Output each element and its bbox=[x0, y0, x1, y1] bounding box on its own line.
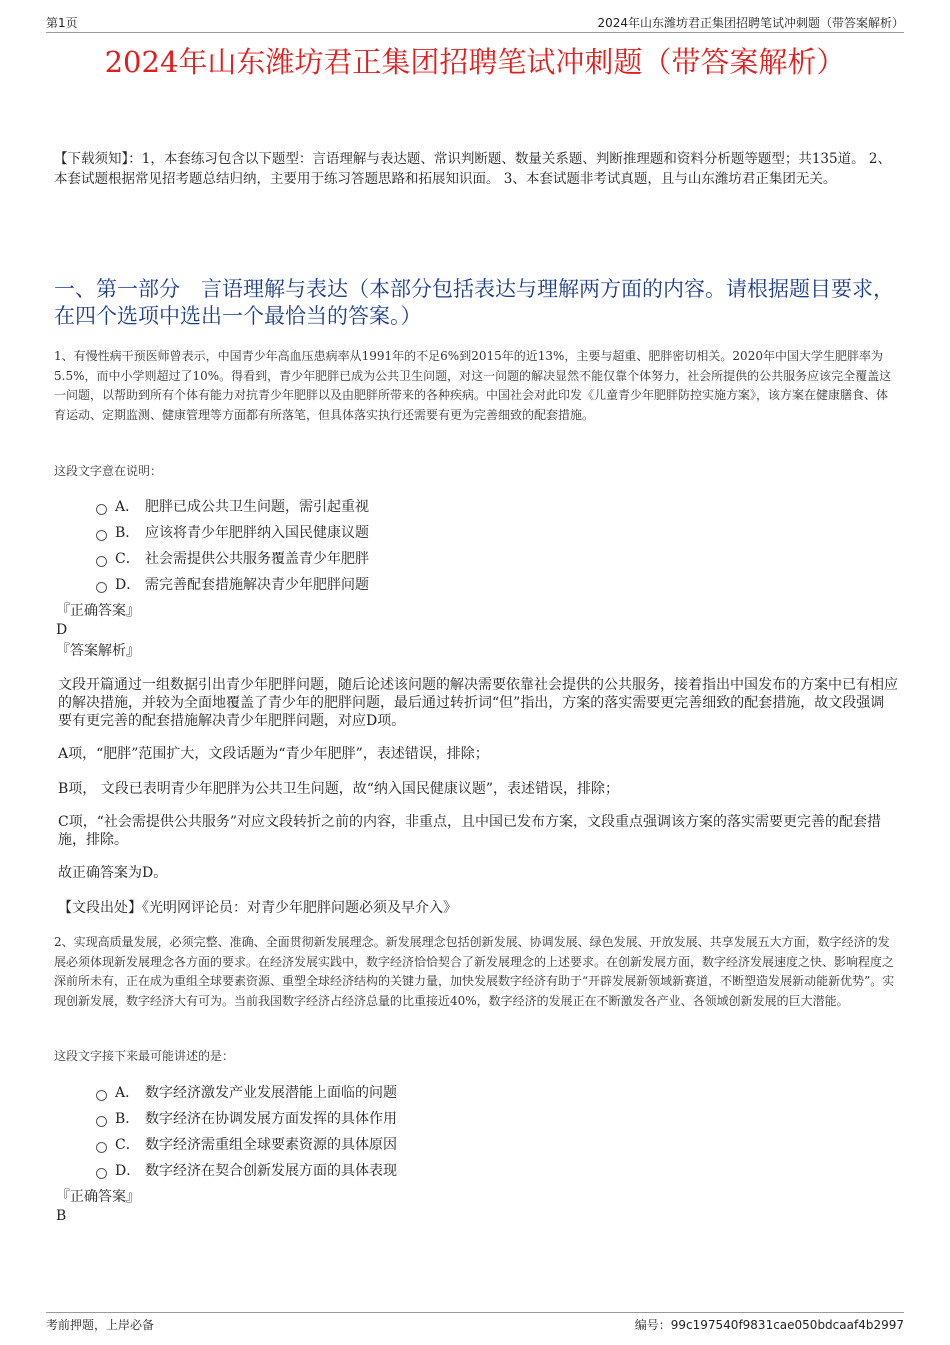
doc-code: 编号：99c197540f9831cae050bdcaaf4b2997 bbox=[634, 1318, 904, 1332]
answer-label: 『正确答案』 bbox=[56, 603, 140, 619]
question-2-options bbox=[96, 1079, 898, 1183]
download-notice: 【下载须知】：1，本套练习包含以下题型：言语理解与表达题、常识判断题、数量关系题、判断推理题和资料分析题等题型；共135道。 2、本套试题根据常见招考题总结归纳，主要用于练习答题思路和拓展知识面。 3、本套试题非考试真题，且与山东潍坊君正集团无关。 bbox=[54, 151, 891, 187]
radio-icon[interactable] bbox=[96, 1116, 107, 1127]
analysis-paragraph: 文段开篇通过一组数据引出青少年肥胖问题，随后论述该问题的解决需要依靠社会提供的公共服务，接着指出中国发布的方案中已有相应的解决措施，并较为全面地覆盖了青少年的肥胖问题，最后通过转折词“但”指出，方案的落实需要更完善细致的配套措施，故文段强调要有更完善的配套措施解决青少年肥胖问题，对应D项。 bbox=[58, 677, 898, 729]
page-footer bbox=[46, 1312, 904, 1333]
page-header bbox=[46, 14, 904, 33]
source-citation: 【文段出处】《光明网评论员：对青少年肥胖问题必须及早介入》 bbox=[58, 900, 457, 916]
page-title: 2024年山东潍坊君正集团招聘笔试冲刺题（带答案解析） bbox=[104, 45, 846, 79]
question-1-options bbox=[96, 493, 898, 597]
option-c[interactable]: C． 社会需提供公共服务覆盖青少年肥胖 bbox=[96, 545, 898, 571]
radio-icon[interactable] bbox=[96, 504, 107, 515]
answer-value: D bbox=[56, 622, 68, 638]
section-heading: 一、第一部分 言语理解与表达（本部分包括表达与理解两方面的内容。请根据题目要求，在四个选项中选出一个最恰当的答案。） bbox=[54, 277, 894, 328]
radio-icon[interactable] bbox=[96, 582, 107, 593]
option-d[interactable]: D． 数字经济在契合创新发展方面的具体表现 bbox=[96, 1157, 898, 1183]
option-c[interactable]: C． 数字经济需重组全球要素资源的具体原因 bbox=[96, 1131, 898, 1157]
radio-icon[interactable] bbox=[96, 1090, 107, 1101]
footer-slogan: 考前押题，上岸必备 bbox=[46, 1318, 155, 1332]
question-1-stem: 1、有慢性病干预医师曾表示，中国青少年高血压患病率从1991年的不足6%到2015年的近13%，主要与超重、肥胖密切相关。2020年中国大学生肥胖率为5.5%，而中小学则超过了10%。得看到，青少年肥胖已成为公共卫生问题，对这一问题的解决显然不能仅靠个体努力，社会所提供的公共服务应该完全覆盖这一问题，以帮助到所有个体有能力对抗青少年肥胖以及由肥胖所带来的各种疾病。中国社会对此印发《儿童青少年肥胖防控实施方案》，该方案在健康膳食、体育运动、定期监测、健康管理等方面都有所落笔，但具体落实执行还需要有更为完善细致的配套措施。 bbox=[54, 349, 892, 422]
answer-label: 『正确答案』 bbox=[56, 1189, 140, 1205]
option-b[interactable]: B． 数字经济在协调发展方面发挥的具体作用 bbox=[96, 1105, 898, 1131]
analysis-paragraph: 故正确答案为D。 bbox=[58, 865, 168, 881]
radio-icon[interactable] bbox=[96, 556, 107, 567]
answer-value: B bbox=[56, 1208, 67, 1224]
option-a[interactable]: A． 肥胖已成公共卫生问题，需引起重视 bbox=[96, 493, 898, 519]
radio-icon[interactable] bbox=[96, 530, 107, 541]
analysis-label: 『答案解析』 bbox=[56, 643, 140, 659]
option-b[interactable]: B． 应该将青少年肥胖纳入国民健康议题 bbox=[96, 519, 898, 545]
radio-icon[interactable] bbox=[96, 1142, 107, 1153]
analysis-paragraph: C项，“社会需提供公共服务”对应文段转折之前的内容，非重点，且中国已发布方案，文段重点强调该方案的落实需要更完善的配套措施，排除。 bbox=[58, 814, 882, 848]
radio-icon[interactable] bbox=[96, 1168, 107, 1179]
option-d[interactable]: D． 需完善配套措施解决青少年肥胖问题 bbox=[96, 571, 898, 597]
option-a[interactable]: A． 数字经济激发产业发展潜能上面临的问题 bbox=[96, 1079, 898, 1105]
header-doc-title: 2024年山东潍坊君正集团招聘笔试冲刺题（带答案解析） bbox=[597, 16, 904, 30]
question-1-prompt: 这段文字意在说明： bbox=[54, 464, 163, 478]
page-number: 第1页 bbox=[46, 16, 78, 30]
question-2-prompt: 这段文字接下来最可能讲述的是： bbox=[54, 1049, 235, 1063]
analysis-paragraph: A项，“肥胖”范围扩大，文段话题为“青少年肥胖”，表述错误，排除； bbox=[58, 746, 489, 762]
analysis-paragraph: B项， 文段已表明青少年肥胖为公共卫生问题，故“纳入国民健康议题”，表述错误，排除； bbox=[58, 781, 620, 797]
question-2-stem: 2、实现高质量发展，必须完整、准确、全面贯彻新发展理念。新发展理念包括创新发展、协调发展、绿色发展、开放发展、共享发展五大方面，数字经济的发展必须体现新发展理念各方面的要求。在经济发展实践中，数字经济恰恰契合了新发展理念的上述要求。在创新发展方面，数字经济发展速度之快、影响程度之深前所未有，正在成为重组全球要素资源、重塑全球经济结构的关键力量，加快发展数字经济有助于“开辟发展新领域新赛道，不断塑造发展新动能新优势”。实现创新发展，数字经济大有可为。当前我国数字经济占经济总量的比重接近40%，数字经济的发展正在不断激发各产业、各领域创新发展的巨大潜能。 bbox=[54, 935, 895, 1008]
